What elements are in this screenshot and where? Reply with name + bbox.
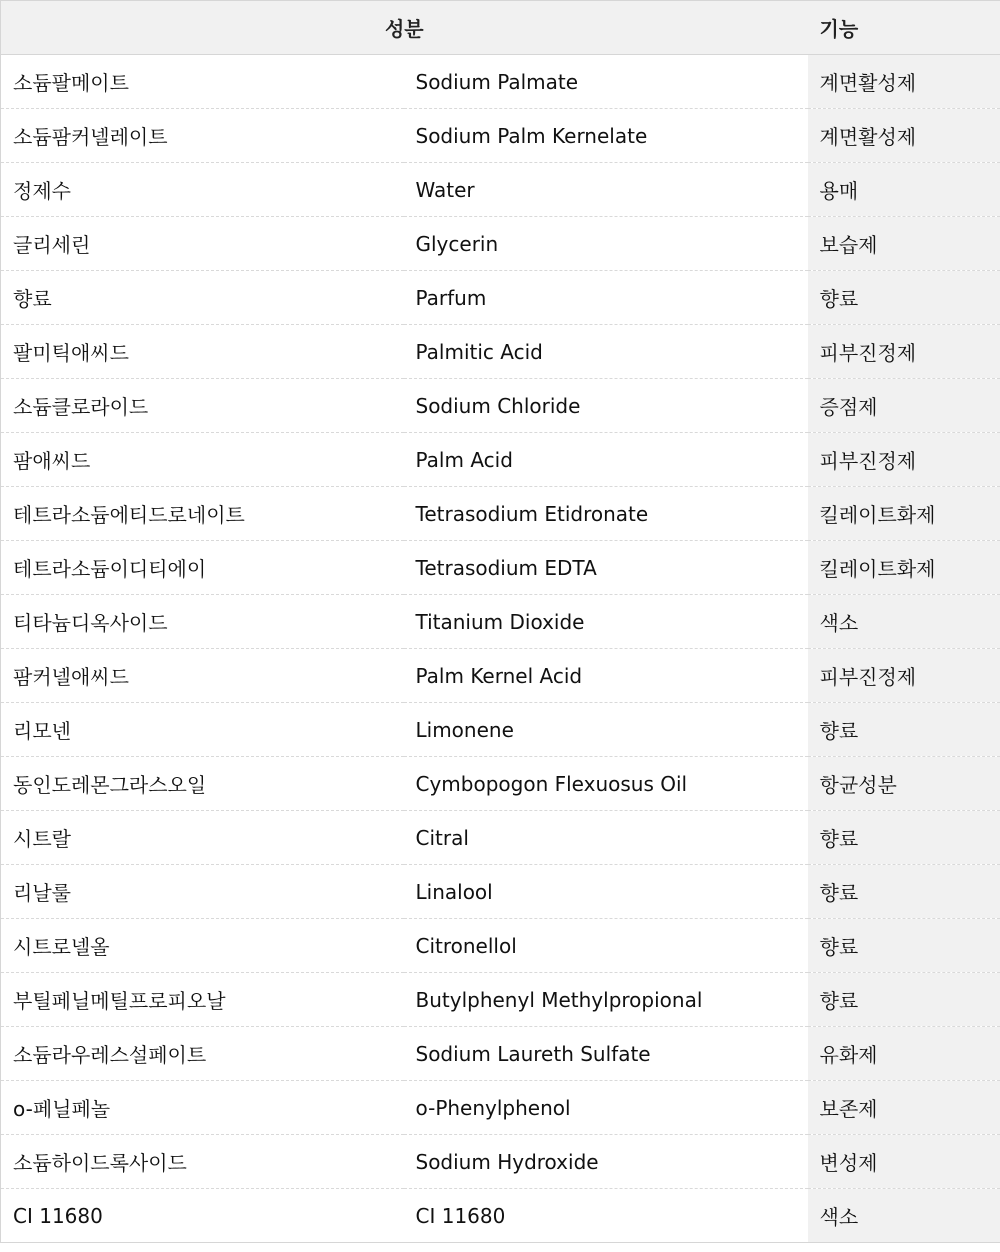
korean-name-cell: 시트랄 (1, 811, 404, 865)
function-cell: 향료 (808, 811, 1000, 865)
table-row (1, 325, 1000, 379)
english-name-cell: Citronellol (404, 919, 808, 973)
english-name-cell: Linalool (404, 865, 808, 919)
english-name-cell: Water (404, 163, 808, 217)
function-cell: 피부진정제 (808, 433, 1000, 487)
english-name-cell: Sodium Laureth Sulfate (404, 1027, 808, 1081)
english-name-cell: Butylphenyl Methylpropional (404, 973, 808, 1027)
table-header-row (1, 1, 1000, 55)
korean-name-cell: 리모넨 (1, 703, 404, 757)
english-name-cell: Sodium Palm Kernelate (404, 109, 808, 163)
korean-name-cell: 팔미틱애씨드 (1, 325, 404, 379)
function-cell: 향료 (808, 973, 1000, 1027)
english-name-cell: Sodium Hydroxide (404, 1135, 808, 1189)
korean-name-cell: CI 11680 (1, 1189, 404, 1243)
table-row (1, 379, 1000, 433)
function-cell: 피부진정제 (808, 325, 1000, 379)
korean-name-cell: 리날룰 (1, 865, 404, 919)
function-cell: 킬레이트화제 (808, 541, 1000, 595)
function-cell: 향료 (808, 865, 1000, 919)
english-name-cell: Limonene (404, 703, 808, 757)
function-cell: 증점제 (808, 379, 1000, 433)
function-cell: 변성제 (808, 1135, 1000, 1189)
english-name-cell: Tetrasodium Etidronate (404, 487, 808, 541)
english-name-cell: Palm Kernel Acid (404, 649, 808, 703)
english-name-cell: Sodium Chloride (404, 379, 808, 433)
korean-name-cell: 글리세린 (1, 217, 404, 271)
korean-name-cell: 향료 (1, 271, 404, 325)
korean-name-cell: 동인도레몬그라스오일 (1, 757, 404, 811)
table-row (1, 757, 1000, 811)
table-row (1, 433, 1000, 487)
table-row (1, 217, 1000, 271)
korean-name-cell: 정제수 (1, 163, 404, 217)
english-name-cell: o-Phenylphenol (404, 1081, 808, 1135)
table-row (1, 703, 1000, 757)
table-row (1, 649, 1000, 703)
korean-name-cell: 테트라소듐에티드로네이트 (1, 487, 404, 541)
table-row (1, 919, 1000, 973)
korean-name-cell: 부틸페닐메틸프로피오날 (1, 973, 404, 1027)
function-cell: 계면활성제 (808, 109, 1000, 163)
korean-name-cell: 소듐클로라이드 (1, 379, 404, 433)
korean-name-cell: 테트라소듐이디티에이 (1, 541, 404, 595)
table-body (1, 55, 1000, 1243)
table-row (1, 55, 1000, 109)
function-cell: 킬레이트화제 (808, 487, 1000, 541)
korean-name-cell: 팜애씨드 (1, 433, 404, 487)
korean-name-cell: 티타늄디옥사이드 (1, 595, 404, 649)
english-name-cell: Tetrasodium EDTA (404, 541, 808, 595)
function-cell: 향료 (808, 271, 1000, 325)
english-name-cell: Titanium Dioxide (404, 595, 808, 649)
korean-name-cell: 소듐팔메이트 (1, 55, 404, 109)
function-cell: 피부진정제 (808, 649, 1000, 703)
table-row (1, 865, 1000, 919)
header-function: 기능 (808, 1, 1000, 55)
function-cell: 향료 (808, 703, 1000, 757)
korean-name-cell: 소듐팜커넬레이트 (1, 109, 404, 163)
table-row (1, 163, 1000, 217)
korean-name-cell: 소듐하이드록사이드 (1, 1135, 404, 1189)
function-cell: 보존제 (808, 1081, 1000, 1135)
function-cell: 향료 (808, 919, 1000, 973)
table-row (1, 109, 1000, 163)
english-name-cell: Cymbopogon Flexuosus Oil (404, 757, 808, 811)
header-ingredient: 성분 (1, 1, 808, 55)
table-row (1, 1081, 1000, 1135)
table-row (1, 811, 1000, 865)
function-cell: 보습제 (808, 217, 1000, 271)
english-name-cell: CI 11680 (404, 1189, 808, 1243)
function-cell: 유화제 (808, 1027, 1000, 1081)
table-row (1, 595, 1000, 649)
function-cell: 용매 (808, 163, 1000, 217)
english-name-cell: Sodium Palmate (404, 55, 808, 109)
table-row (1, 271, 1000, 325)
english-name-cell: Parfum (404, 271, 808, 325)
table-row (1, 487, 1000, 541)
english-name-cell: Palmitic Acid (404, 325, 808, 379)
english-name-cell: Citral (404, 811, 808, 865)
table-row (1, 1189, 1000, 1243)
function-cell: 색소 (808, 595, 1000, 649)
english-name-cell: Palm Acid (404, 433, 808, 487)
function-cell: 색소 (808, 1189, 1000, 1243)
table-row (1, 973, 1000, 1027)
table-row (1, 1027, 1000, 1081)
english-name-cell: Glycerin (404, 217, 808, 271)
table-row (1, 1135, 1000, 1189)
function-cell: 항균성분 (808, 757, 1000, 811)
korean-name-cell: 팜커넬애씨드 (1, 649, 404, 703)
korean-name-cell: 소듐라우레스설페이트 (1, 1027, 404, 1081)
korean-name-cell: o-페닐페놀 (1, 1081, 404, 1135)
korean-name-cell: 시트로넬올 (1, 919, 404, 973)
function-cell: 계면활성제 (808, 55, 1000, 109)
table-row (1, 541, 1000, 595)
